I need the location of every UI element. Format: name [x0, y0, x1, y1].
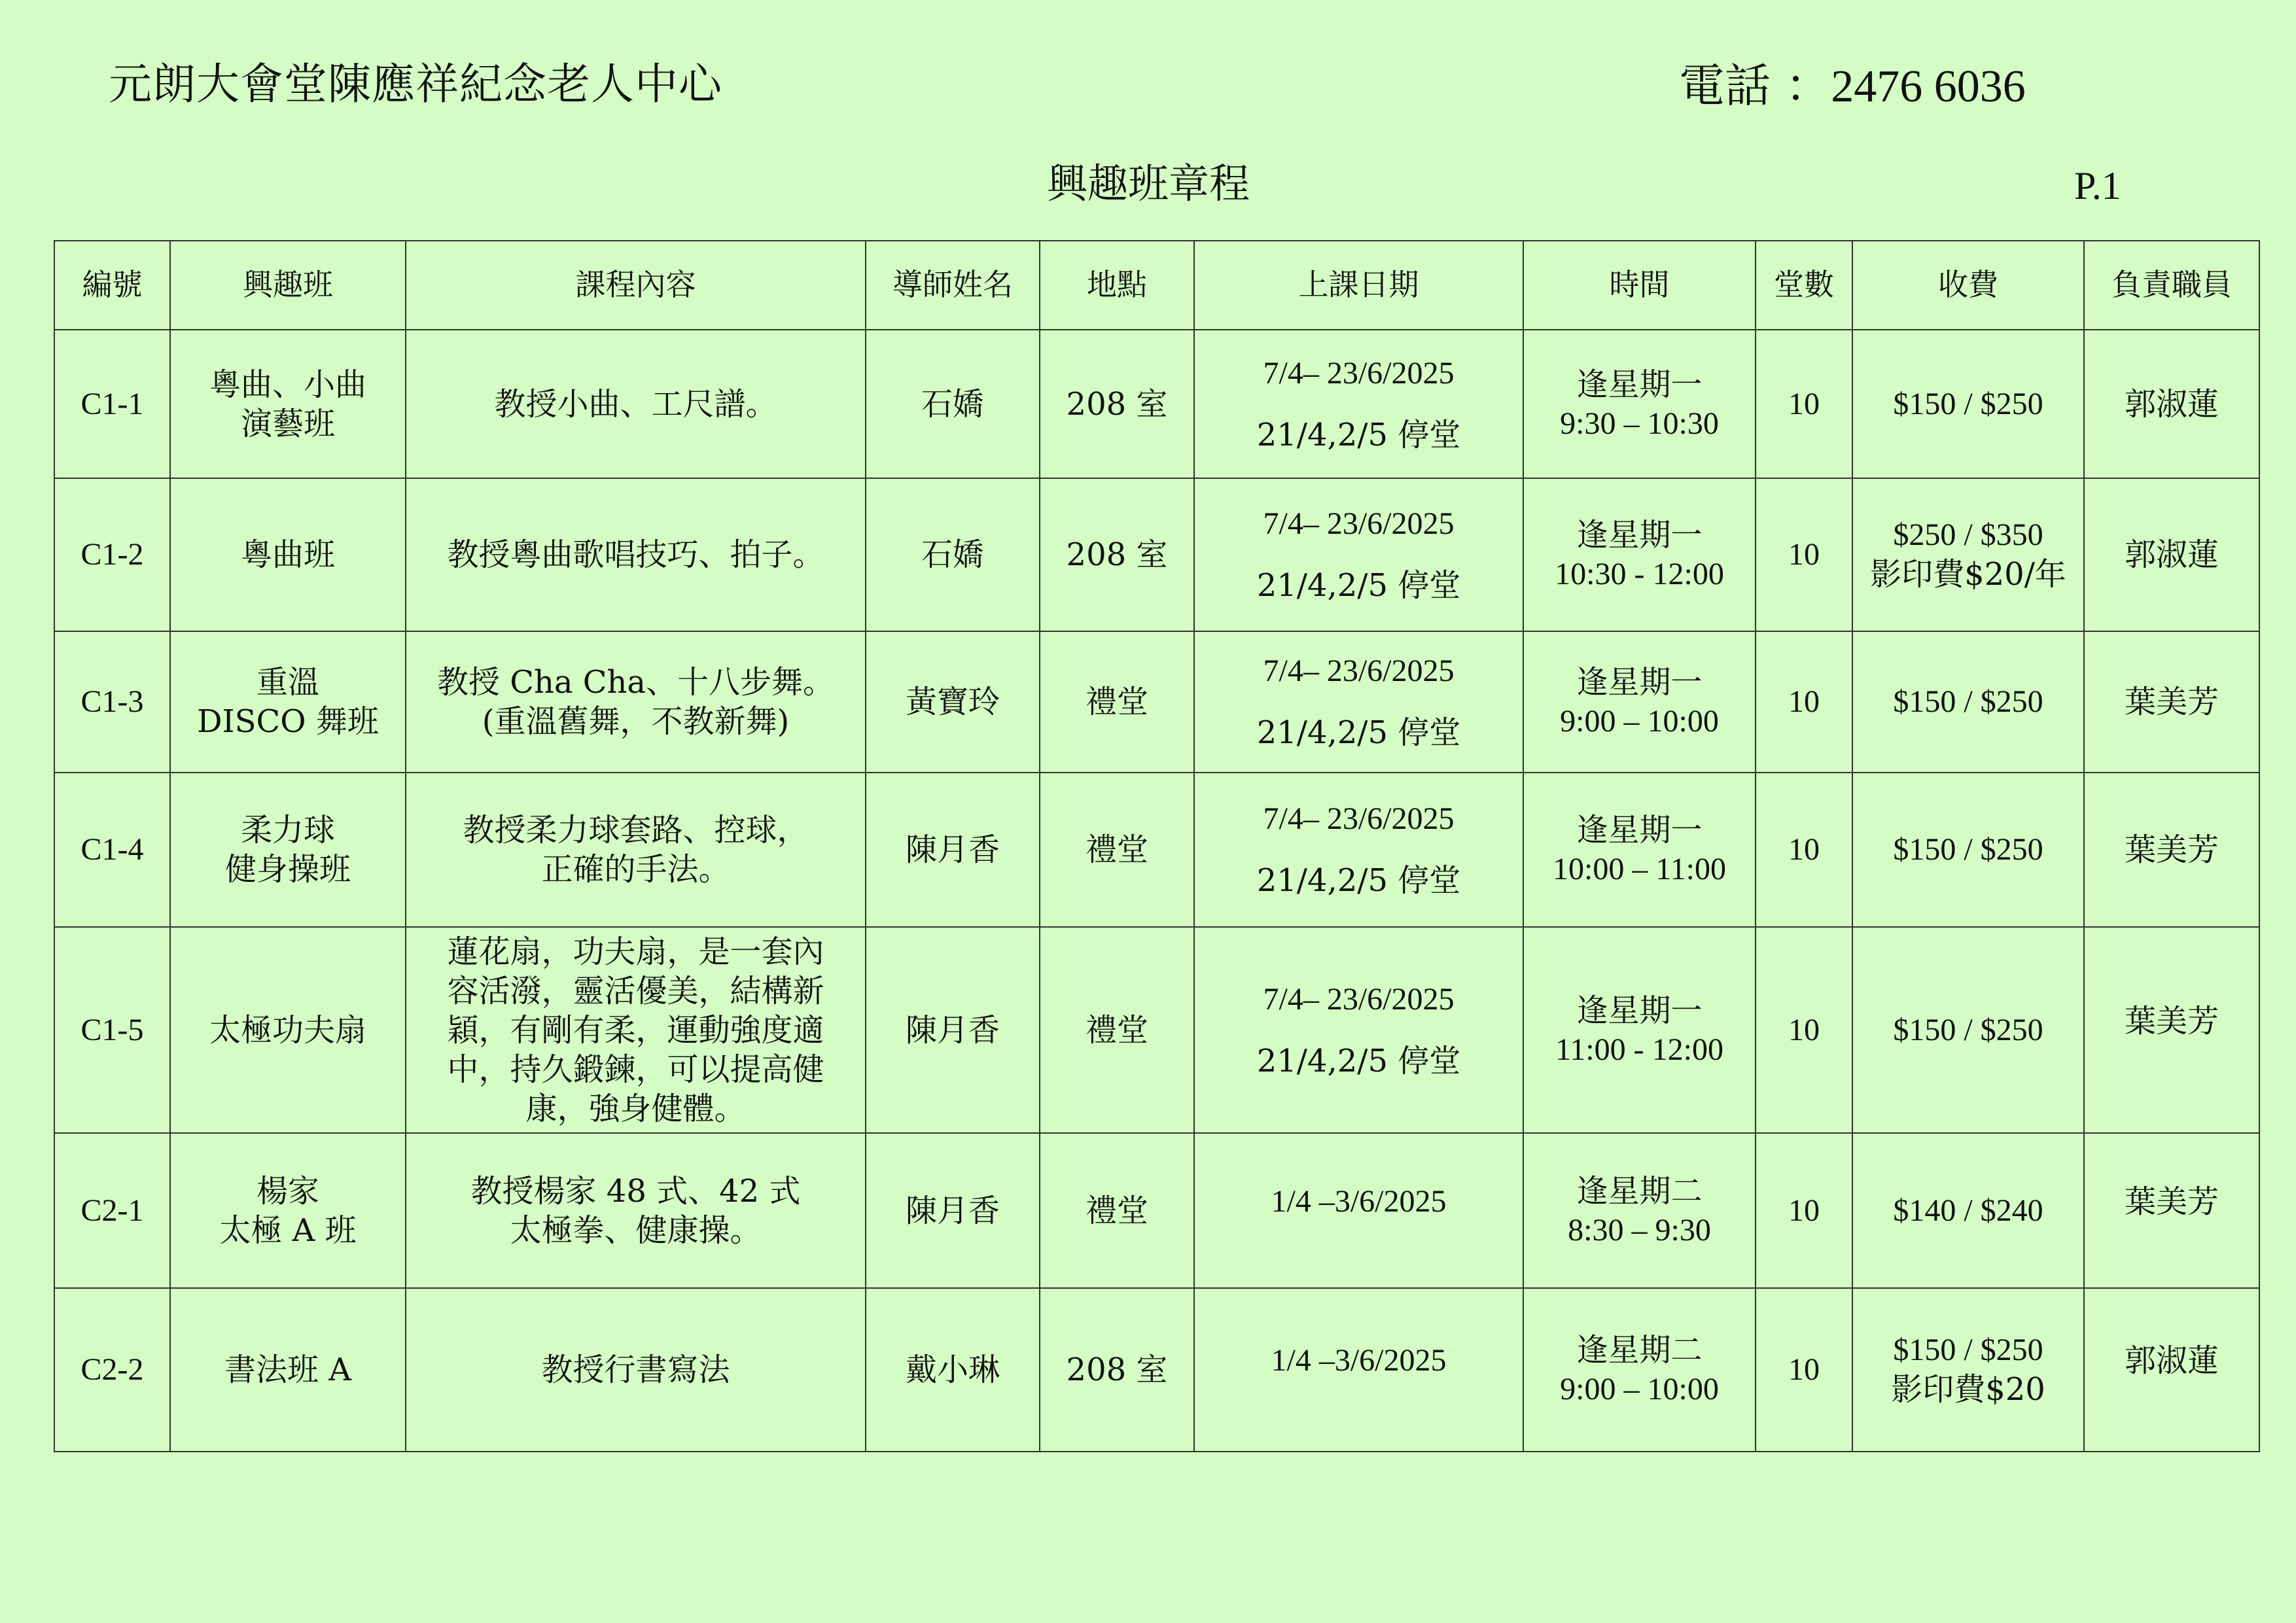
class-dates: 7/4– 23/6/2025 21/4,2/5 停堂 [1194, 927, 1523, 1133]
header-fee: 收費 [1852, 241, 2084, 330]
class-code: C1-3 [54, 631, 170, 773]
session-count: 10 [1756, 478, 1852, 631]
tutor-name: 陳月香 [866, 773, 1040, 927]
tutor-name: 石嬌 [866, 478, 1040, 631]
staff-in-charge: 葉美芳 [2084, 773, 2259, 927]
table-row [54, 478, 2259, 631]
class-dates: 7/4– 23/6/2025 21/4,2/5 停堂 [1194, 773, 1523, 927]
header-dates: 上課日期 [1194, 241, 1523, 330]
course-content: 教授 Cha Cha、十八步舞。 (重溫舊舞，不教新舞) [406, 631, 866, 773]
course-content: 教授小曲、工尺譜。 [406, 330, 866, 478]
phone-line [1679, 59, 2026, 113]
class-dates: 1/4 –3/6/2025 [1194, 1133, 1523, 1288]
class-time: 逢星期一 10:00 – 11:00 [1523, 773, 1756, 927]
org-name: 元朗大會堂陳應祥紀念老人中心 [109, 59, 722, 109]
staff-in-charge: 郭淑蓮 [2084, 478, 2259, 631]
venue: 禮堂 [1040, 927, 1194, 1133]
class-name: 粵曲班 [170, 478, 406, 631]
tutor-name: 黃寶玲 [866, 631, 1040, 773]
fee: $250 / $350 影印費$20/年 [1852, 478, 2084, 631]
class-time: 逢星期一 9:30 – 10:30 [1523, 330, 1756, 478]
header-sessions: 堂數 [1756, 241, 1852, 330]
page-number: P.1 [2074, 164, 2121, 207]
course-content: 教授柔力球套路、控球， 正確的手法。 [406, 773, 866, 927]
venue: 禮堂 [1040, 631, 1194, 773]
class-code: C1-5 [54, 927, 170, 1133]
venue: 208 室 [1040, 1288, 1194, 1452]
class-code: C2-1 [54, 1133, 170, 1288]
staff-in-charge: 郭淑蓮 [2084, 1288, 2259, 1452]
header-code: 編號 [54, 241, 170, 330]
tutor-name: 陳月香 [866, 1133, 1040, 1288]
fee: $150 / $250 [1852, 927, 2084, 1133]
header-tutor: 導師姓名 [866, 241, 1040, 330]
fee: $150 / $250 [1852, 631, 2084, 773]
class-time: 逢星期一 11:00 - 12:00 [1523, 927, 1756, 1133]
staff-in-charge: 郭淑蓮 [2084, 330, 2259, 478]
session-count: 10 [1756, 330, 1852, 478]
class-time: 逢星期二 9:00 – 10:00 [1523, 1288, 1756, 1452]
venue: 208 室 [1040, 330, 1194, 478]
fee: $140 / $240 [1852, 1133, 2084, 1288]
class-code: C1-1 [54, 330, 170, 478]
fee: $150 / $250 影印費$20 [1852, 1288, 2084, 1452]
table-row [54, 1133, 2259, 1288]
header-class: 興趣班 [170, 241, 406, 330]
class-time: 逢星期一 9:00 – 10:00 [1523, 631, 1756, 773]
class-dates: 7/4– 23/6/2025 21/4,2/5 停堂 [1194, 631, 1523, 773]
table-row [54, 330, 2259, 478]
class-name: 楊家 太極 A 班 [170, 1133, 406, 1288]
course-content: 教授楊家 48 式、42 式 太極拳、健康操。 [406, 1133, 866, 1288]
header-time: 時間 [1523, 241, 1756, 330]
class-name: 重溫 DISCO 舞班 [170, 631, 406, 773]
class-schedule-table [54, 240, 2260, 1452]
table-header-row [54, 241, 2259, 330]
class-name: 太極功夫扇 [170, 927, 406, 1133]
session-count: 10 [1756, 1133, 1852, 1288]
venue: 禮堂 [1040, 1133, 1194, 1288]
class-name: 粵曲、小曲 演藝班 [170, 330, 406, 478]
venue: 208 室 [1040, 478, 1194, 631]
table-row [54, 773, 2259, 927]
class-code: C2-2 [54, 1288, 170, 1452]
class-code: C1-4 [54, 773, 170, 927]
tutor-name: 石嬌 [866, 330, 1040, 478]
table-row [54, 631, 2259, 773]
class-name: 書法班 A [170, 1288, 406, 1452]
fee: $150 / $250 [1852, 330, 2084, 478]
phone-number: 2476 6036 [1831, 61, 2026, 112]
class-dates: 7/4– 23/6/2025 21/4,2/5 停堂 [1194, 330, 1523, 478]
class-dates: 7/4– 23/6/2025 21/4,2/5 停堂 [1194, 478, 1523, 631]
document-title: 興趣班章程 [1047, 160, 1250, 207]
course-content: 教授行書寫法 [406, 1288, 866, 1452]
fee: $150 / $250 [1852, 773, 2084, 927]
class-dates: 1/4 –3/6/2025 [1194, 1288, 1523, 1452]
session-count: 10 [1756, 927, 1852, 1133]
course-content: 教授粵曲歌唱技巧、拍子。 [406, 478, 866, 631]
staff-in-charge: 葉美芳 [2084, 927, 2259, 1133]
class-name: 柔力球 健身操班 [170, 773, 406, 927]
table-row [54, 927, 2259, 1133]
staff-in-charge: 葉美芳 [2084, 1133, 2259, 1288]
header-venue: 地點 [1040, 241, 1194, 330]
header-staff: 負責職員 [2084, 241, 2259, 330]
phone-label: 電話 ： [1679, 59, 1831, 113]
course-content: 蓮花扇，功夫扇，是一套內 容活潑，靈活優美，結構新 穎，有剛有柔，運動強度適 中，持久鍛鍊，可以提高健 康，強身健體。 [406, 927, 866, 1133]
table-row [54, 1288, 2259, 1452]
class-time: 逢星期一 10:30 - 12:00 [1523, 478, 1756, 631]
venue: 禮堂 [1040, 773, 1194, 927]
session-count: 10 [1756, 773, 1852, 927]
tutor-name: 陳月香 [866, 927, 1040, 1133]
staff-in-charge: 葉美芳 [2084, 631, 2259, 773]
tutor-name: 戴小琳 [866, 1288, 1040, 1452]
header-content: 課程內容 [406, 241, 866, 330]
class-time: 逢星期二 8:30 – 9:30 [1523, 1133, 1756, 1288]
class-code: C1-2 [54, 478, 170, 631]
session-count: 10 [1756, 631, 1852, 773]
session-count: 10 [1756, 1288, 1852, 1452]
